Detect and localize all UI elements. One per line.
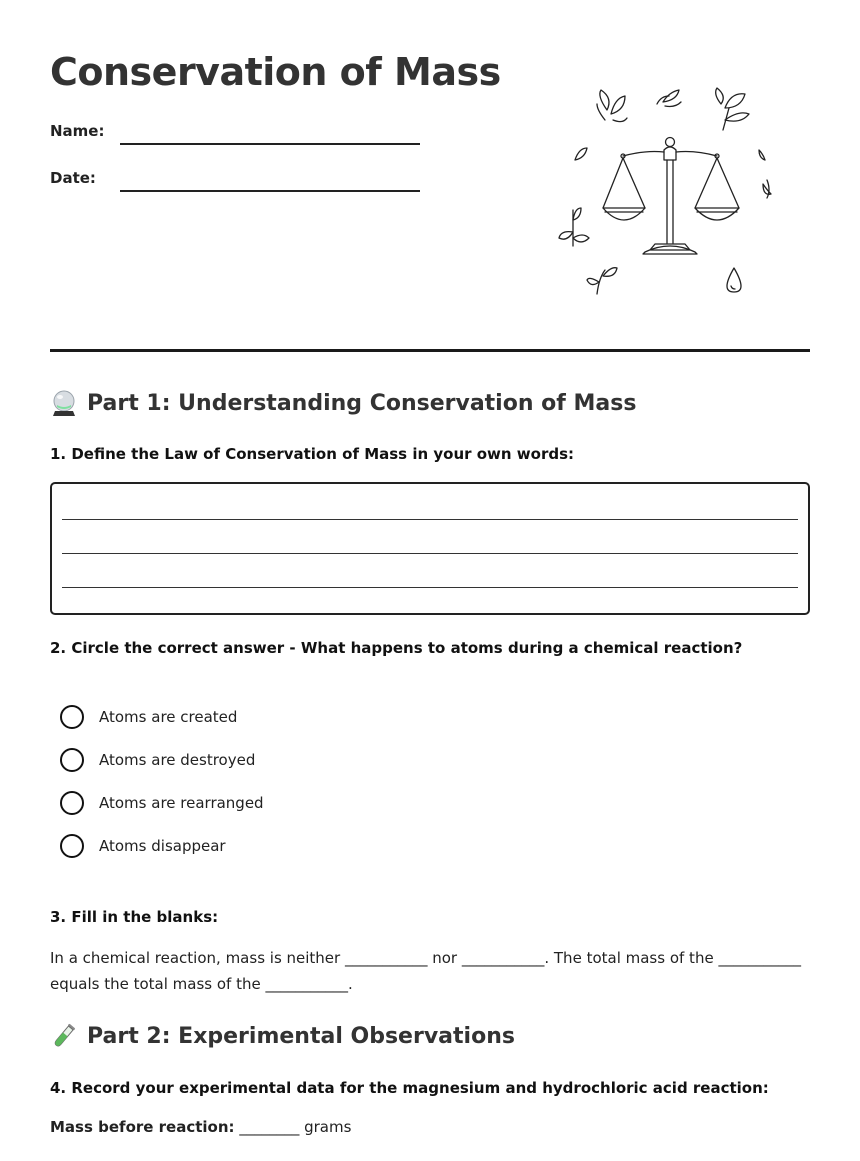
answer-line — [62, 553, 798, 554]
radio-circle[interactable] — [60, 748, 84, 772]
section-divider — [50, 349, 810, 352]
answer-line — [62, 519, 798, 520]
mass-before-field[interactable]: ________ grams — [239, 1118, 352, 1136]
page-title: Conservation of Mass — [50, 50, 501, 94]
mass-before-row — [50, 1118, 351, 1136]
option-atoms-rearranged[interactable] — [60, 791, 264, 815]
definition-answer-box[interactable] — [50, 482, 810, 615]
name-field[interactable] — [120, 143, 420, 145]
question-1: 1. Define the Law of Conservation of Mass in your own words: — [50, 445, 575, 463]
part2-heading — [50, 1022, 515, 1050]
balance-scale-icon — [545, 80, 785, 300]
option-label: Atoms are created — [99, 708, 238, 726]
option-atoms-disappear[interactable] — [60, 834, 226, 858]
part1-heading — [50, 389, 636, 417]
question-2: 2. Circle the correct answer - What happens to atoms during a chemical reaction? — [50, 639, 743, 657]
radio-circle[interactable] — [60, 791, 84, 815]
radio-circle[interactable] — [60, 705, 84, 729]
name-label: Name: — [50, 122, 105, 140]
date-field[interactable] — [120, 190, 420, 192]
part1-heading-text: Part 1: Understanding Conservation of Mass — [87, 390, 637, 416]
answer-line — [62, 587, 798, 588]
test-tube-icon — [50, 1022, 78, 1050]
option-label: Atoms are destroyed — [99, 751, 256, 769]
mass-before-label: Mass before reaction: — [50, 1118, 235, 1136]
option-label: Atoms are rearranged — [99, 794, 264, 812]
fill-in-blanks-text[interactable]: In a chemical reaction, mass is neither ___________ nor ___________. The total mass of the ___________ equals the total mass of the ___________. — [50, 949, 801, 993]
option-atoms-created[interactable] — [60, 705, 237, 729]
question-3: 3. Fill in the blanks: — [50, 908, 219, 926]
option-atoms-destroyed[interactable] — [60, 748, 255, 772]
crystal-ball-icon — [50, 389, 78, 417]
radio-circle[interactable] — [60, 834, 84, 858]
date-label: Date: — [50, 169, 96, 187]
option-label: Atoms disappear — [99, 837, 226, 855]
question-4: 4. Record your experimental data for the magnesium and hydrochloric acid reaction: — [50, 1079, 769, 1097]
part2-heading-text: Part 2: Experimental Observations — [87, 1023, 515, 1049]
